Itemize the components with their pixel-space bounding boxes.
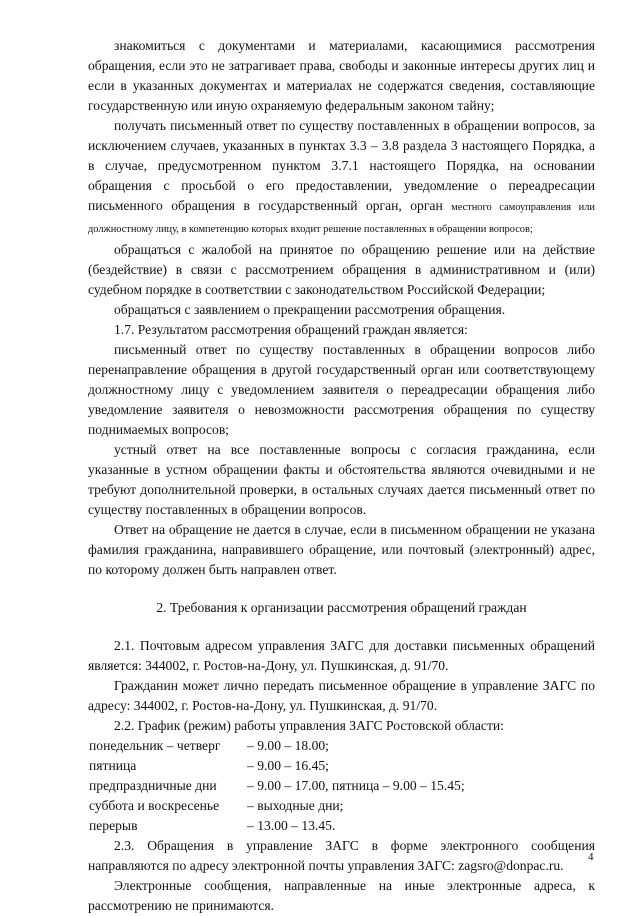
paragraph-2-3-email: 2.3. Обращения в управление ЗАГС в форме электронного сообщения направляются по адресу электронной почты управления ЗАГС: zagsro@donpac.ru. [88, 838, 595, 873]
paragraph-2-2-schedule: 2.2. График (режим) работы управления ЗАГС Ростовской области: [114, 718, 504, 733]
schedule-time: – выходные дни; [247, 798, 344, 813]
schedule-time: – 9.00 – 17.00, пятница – 9.00 – 15.45; [247, 778, 465, 793]
paragraph-written-reply: письменный ответ по существу поставленных в обращении вопросов либо перенаправление обращения в другой государственный орган или соответствующему должностному лицу с уведомлением заявителя о переадресации обращения либо уведомление заявителя о невозможности рассмотрения обращения по существу поднимаемых вопросов; [88, 342, 595, 437]
schedule-time: – 13.00 – 13.45. [247, 818, 336, 833]
paragraph-written-answer-text: получать письменный ответ по существу поставленных в обращении вопросов, за исключением случаев, указанных в пунктах 3.3 – 3.8 раздела 3 настоящего Порядка, а в случае, предусмотренном пунктом 3.7.1 настоящего Порядка, на основании обращения с просьбой о его предоставлении, уведомление о переадресации письменного обращения в государственный орган, орган [88, 118, 595, 213]
schedule-day: понедельник – четверг [89, 738, 221, 753]
paragraph-2-1-address: 2.1. Почтовым адресом управления ЗАГС для доставки письменных обращений является: 344002, г. Ростов-на-Дону, ул. Пушкинская, д. 91/70. [88, 638, 595, 673]
paragraph-other-addresses: Электронные сообщения, направленные на иные электронные адреса, к рассмотрению не принимаются. [88, 878, 595, 913]
page-number: 4 [588, 851, 594, 863]
schedule-row [89, 816, 465, 836]
paragraph-written-answer-small-text: местного самоуправления или должностному лицу, в компетенцию которых входит решение поставленных в обращении вопросов; [88, 202, 595, 235]
schedule-day: пятница [89, 758, 137, 773]
schedule-time: – 9.00 – 18.00; [247, 738, 329, 753]
paragraph-termination: обращаться с заявлением о прекращении рассмотрения обращения. [114, 302, 506, 317]
schedule-time: – 9.00 – 16.45; [247, 758, 329, 773]
paragraph-access-documents: знакомиться с документами и материалами, касающимися рассмотрения обращения, если это не затрагивает права, свободы и законные интересы других лиц и если в указанных документах и материалах не содержатся сведения, составляющие государственную или иную охраняемую федеральным законом тайну; [88, 38, 595, 113]
schedule-row [89, 756, 465, 776]
paragraph-no-reply: Ответ на обращение не дается в случае, если в письменном обращении не указана фамилия гражданина, направившего обращение, или почтовый (электронный) адрес, по которому должен быть направлен ответ. [88, 522, 595, 577]
document-page [88, 36, 595, 916]
schedule-row [89, 776, 465, 796]
paragraph-personal-delivery: Гражданин может лично передать письменное обращение в управление ЗАГС по адресу: 344002, г. Ростов-на-Дону, ул. Пушкинская, д. 91/70. [88, 678, 595, 713]
schedule-day: суббота и воскресенье [89, 798, 220, 813]
schedule-day: перерыв [89, 818, 138, 833]
paragraph-1-7-result: 1.7. Результатом рассмотрения обращений граждан является: [114, 322, 468, 337]
paragraph-complaint: обращаться с жалобой на принятое по обращению решение или на действие (бездействие) в связи с рассмотрением обращения в административном и (или) судебном порядке в соответствии с законодательством Российской Федерации; [88, 242, 595, 297]
paragraph-written-answer [88, 116, 595, 240]
section-2-title: 2. Требования к организации рассмотрения обращений граждан [156, 600, 527, 615]
schedule-row [89, 736, 465, 756]
schedule-day: предпраздничные дни [89, 778, 217, 793]
schedule-table [89, 736, 465, 836]
schedule-row [89, 796, 465, 816]
paragraph-oral-reply: устный ответ на все поставленные вопросы с согласия гражданина, если указанные в устном обращении факты и обстоятельства являются очевидными и не требуют дополнительной проверки, в остальных случаях дается письменный ответ по существу поставленных в обращении вопросов. [88, 442, 595, 517]
